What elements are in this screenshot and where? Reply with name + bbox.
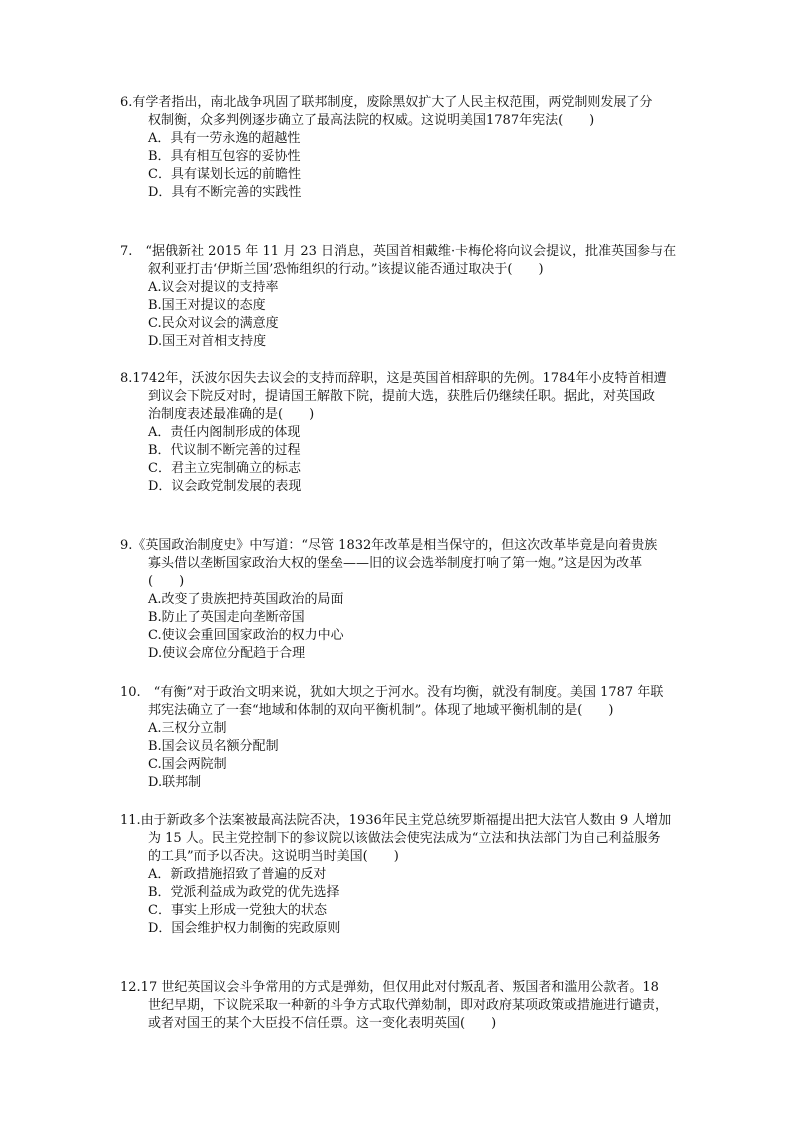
stem-line: 8.1742年，沃波尔因失去议会的支持而辞职，这是英国首相辞职的先例。1784年小皮特首相遭 — [120, 371, 667, 386]
option-d: D.使议会席位分配趋于合理 — [148, 646, 306, 661]
question-stem — [120, 370, 710, 424]
stem-line: 6.有学者指出，南北战争巩固了联邦制度，废除黑奴扩大了人民主权范围，两党制则发展了分 — [120, 95, 653, 110]
question-stem — [120, 979, 710, 1033]
option-list — [120, 424, 710, 496]
option-b: B.防止了英国走向垄断帝国 — [148, 610, 305, 625]
option-list — [120, 130, 710, 202]
option-b: B.国会议员名额分配制 — [148, 739, 279, 754]
question-9 — [120, 537, 710, 663]
option-a: A.议会对提议的支持率 — [148, 280, 279, 295]
stem-line: 世纪早期，下议院采取一种新的斗争方式取代弹劾制，即对政府某项政策或措施进行谴责， — [148, 998, 669, 1013]
option-list — [120, 279, 710, 351]
stem-line: 叙利亚打击‘伊斯兰国’恐怖组织的行动。”该提议能否通过取决于( ) — [148, 262, 544, 277]
question-stem — [120, 684, 710, 720]
option-c: C.国会两院制 — [148, 757, 227, 772]
stem-line: 到议会下院反对时，提请国王解散下院，提前大选，获胜后仍继续任职。据此，对英国政 — [148, 389, 656, 404]
question-11 — [120, 812, 710, 938]
stem-line: 为 15 人。民主党控制下的参议院以该做法会使宪法成为“立法和执法部门为自己利益服务 — [148, 831, 661, 846]
option-a: A.改变了贵族把持英国政治的局面 — [148, 592, 344, 607]
question-stem — [120, 537, 710, 591]
option-a: A．具有一劳永逸的超越性 — [148, 131, 301, 146]
option-c: C.使议会重回国家政治的权力中心 — [148, 628, 344, 643]
stem-line: 9.《英国政治制度史》中写道：“尽管 1832年改革是相当保守的，但这次改革毕竟是向着贵族 — [120, 538, 658, 553]
option-b: B．代议制不断完善的过程 — [148, 443, 301, 458]
option-d: D.国王对首相支持度 — [148, 334, 267, 349]
option-c: C.民众对议会的满意度 — [148, 316, 279, 331]
stem-line: 治制度表述最准确的是( ) — [148, 407, 315, 422]
stem-line: 12.17 世纪英国议会斗争常用的方式是弹劾，但仅用此对付叛乱者、叛国者和滥用公款者。18 — [120, 980, 659, 995]
question-7 — [120, 243, 710, 351]
question-stem — [120, 243, 710, 279]
option-list — [120, 591, 710, 663]
question-10 — [120, 684, 710, 792]
question-6 — [120, 94, 710, 202]
stem-line: ( ) — [148, 574, 185, 589]
option-d: D．国会维护权力制衡的宪政原则 — [148, 921, 341, 936]
option-c: C．具有谋划长远的前瞻性 — [148, 167, 301, 182]
option-d: D．具有不断完善的实践性 — [148, 185, 302, 200]
option-c: C．君主立宪制确立的标志 — [148, 461, 301, 476]
stem-line: 邦宪法确立了一套“地域和体制的双向平衡机制”。体现了地域平衡机制的是( ) — [148, 703, 614, 718]
option-d: D．议会政党制发展的表现 — [148, 479, 302, 494]
question-12 — [120, 979, 710, 1033]
option-d: D.联邦制 — [148, 775, 202, 790]
option-b: B.国王对提议的态度 — [148, 298, 266, 313]
option-b: B．具有相互包容的妥协性 — [148, 149, 301, 164]
stem-line: 10. “有衡”对于政治文明来说，犹如大坝之于河水。没有均衡，就没有制度。美国 1787 年联 — [120, 685, 664, 700]
option-list — [120, 866, 710, 938]
option-b: B．党派利益成为政党的优先选择 — [148, 885, 340, 900]
stem-line: 11.由于新政多个法案被最高法院否决，1936年民主党总统罗斯福提出把大法官人数由 9 人增加 — [120, 813, 672, 828]
option-c: C．事实上形成一党独大的状态 — [148, 903, 327, 918]
option-list — [120, 720, 710, 792]
stem-line: 的工具”而予以否决。这说明当时美国( ) — [148, 849, 399, 864]
stem-line: 寡头借以垄断国家政治大权的堡垒——旧的议会选举制度打响了第一炮。”这是因为改革 — [148, 556, 643, 571]
option-a: A.三权分立制 — [148, 721, 227, 736]
stem-line: 7. “据俄新社 2015 年 11 月 23 日消息，英国首相戴维·卡梅伦将向议会提议，批准英国参与在 — [120, 244, 677, 259]
option-a: A．新政措施招致了普遍的反对 — [148, 867, 327, 882]
option-a: A．责任内阁制形成的体现 — [148, 425, 301, 440]
question-stem — [120, 812, 710, 866]
stem-line: 权制衡，众多判例逐步确立了最高法院的权威。这说明美国1787年宪法( ) — [148, 113, 595, 128]
question-stem — [120, 94, 710, 130]
question-8 — [120, 370, 710, 496]
stem-line: 或者对国王的某个大臣投不信任票。这一变化表明英国( ) — [148, 1016, 497, 1031]
